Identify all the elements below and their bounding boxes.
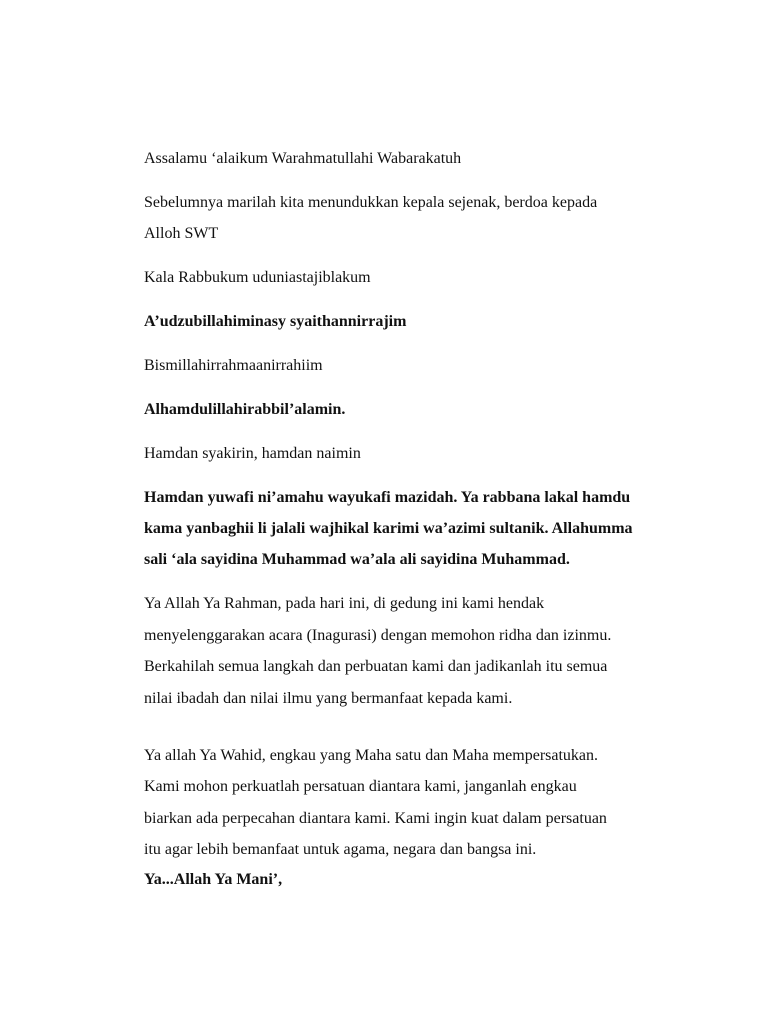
basmalah-line: Bismillahirrahmaanirrahiim (144, 357, 323, 374)
taawudz-line: A’udzubillahiminasy syaithannirrajim (144, 313, 407, 330)
prayer-mani-line: Ya...Allah Ya Mani’, (144, 871, 283, 888)
prayer-wahid-line-4: itu agar lebih bemanfaat untuk agama, negara dan bangsa ini. (144, 841, 537, 858)
prayer-wahid-line-2: Kami mohon perkuatlah persatuan diantara kami, janganlah engkau (144, 778, 577, 795)
praise-line-1: Hamdan yuwafi ni’amahu wayukafi mazidah. Ya rabbana lakal hamdu (144, 489, 631, 506)
greeting-line: Assalamu ‘alaikum Warahmatullahi Wabarakatuh (144, 150, 462, 167)
prayer-rahman-line-1: Ya Allah Ya Rahman, pada hari ini, di gedung ini kami hendak (144, 595, 545, 612)
hamdan-line: Hamdan syakirin, hamdan naimin (144, 445, 361, 462)
prayer-wahid-line-1: Ya allah Ya Wahid, engkau yang Maha satu dan Maha mempersatukan. (144, 747, 599, 764)
hamdalah-line: Alhamdulillahirabbil’alamin. (144, 401, 346, 418)
prayer-rahman-line-2: menyelenggarakan acara (Inagurasi) dengan memohon ridha dan izinmu. (144, 627, 612, 644)
praise-line-2: kama yanbaghii li jalali wajhikal karimi wa’azimi sultanik. Allahumma (144, 520, 633, 537)
opening-line-1: Sebelumnya marilah kita menundukkan kepala sejenak, berdoa kepada (144, 194, 598, 211)
praise-line-3: sali ‘ala sayidina Muhammad wa’ala ali sayidina Muhammad. (144, 551, 570, 568)
verse-line: Kala Rabbukum uduniastajiblakum (144, 269, 371, 286)
prayer-rahman-line-3: Berkahilah semua langkah dan perbuatan kami dan jadikanlah itu semua (144, 658, 608, 675)
prayer-rahman-line-4: nilai ibadah dan nilai ilmu yang bermanfaat kepada kami. (144, 690, 513, 707)
opening-line-2: Alloh SWT (144, 225, 219, 242)
prayer-wahid-line-3: biarkan ada perpecahan diantara kami. Kami ingin kuat dalam persatuan (144, 810, 607, 827)
